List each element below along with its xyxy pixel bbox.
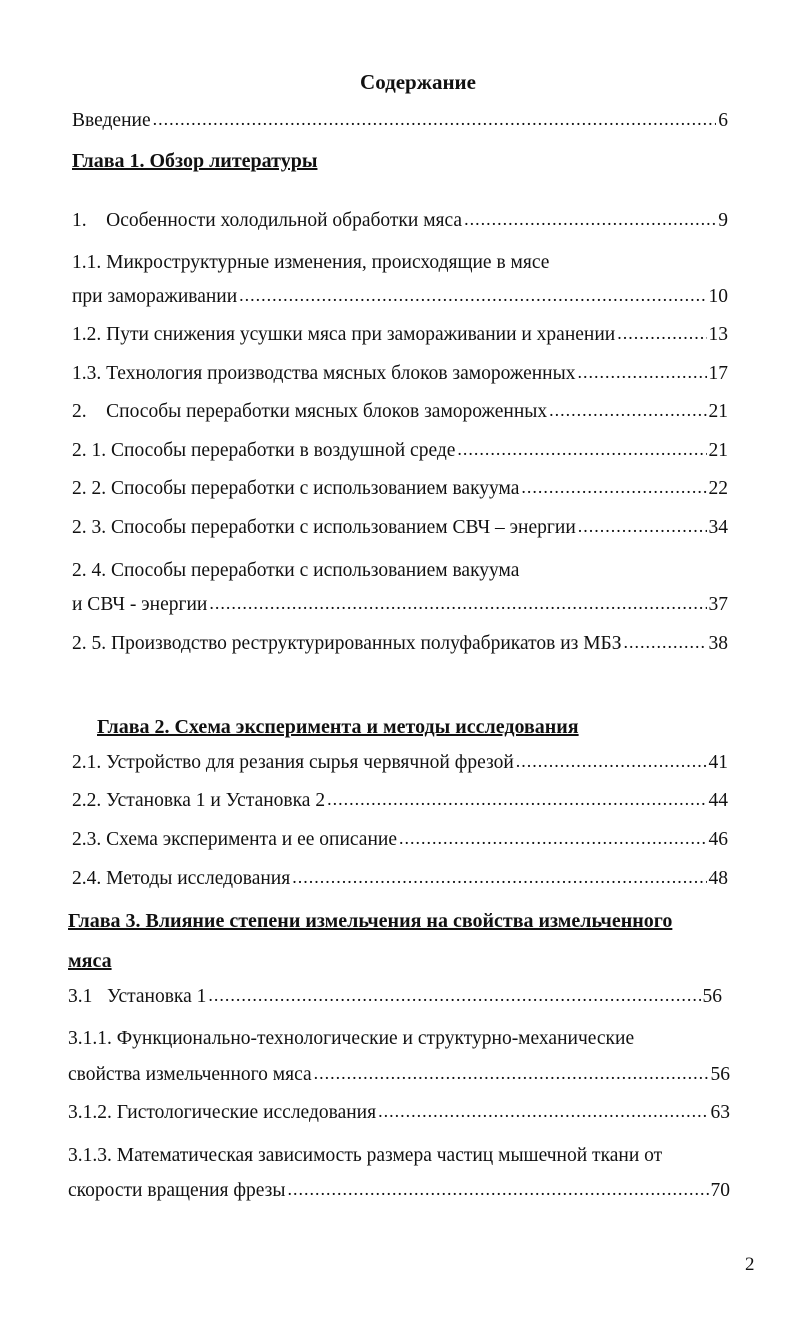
chapter-2-heading: Глава 2. Схема эксперимента и методы исследования bbox=[97, 716, 579, 738]
toc-entry-text: скорости вращения фрезы bbox=[68, 1180, 286, 1201]
leader-dots bbox=[327, 789, 706, 810]
toc-entry-text: свойства измельченного мяса bbox=[68, 1064, 312, 1085]
toc-entry-page: 70 bbox=[710, 1180, 730, 1201]
toc-entry bbox=[72, 401, 728, 431]
toc-entry bbox=[72, 752, 728, 782]
toc-entry-page: 56 bbox=[710, 1064, 730, 1085]
toc-entry bbox=[68, 1064, 730, 1094]
toc-entry bbox=[68, 1180, 730, 1210]
leader-dots bbox=[521, 477, 706, 498]
toc-entry-text: Введение bbox=[72, 110, 151, 131]
toc-entry bbox=[68, 1102, 730, 1132]
toc-entry-text: 2. 3. Способы переработки с использованием СВЧ – энергии bbox=[72, 517, 576, 538]
toc-entry bbox=[72, 324, 728, 354]
leader-dots bbox=[578, 516, 707, 537]
leader-dots bbox=[239, 285, 706, 306]
toc-entry-text: 2.1. Устройство для резания сырья червячной фрезой bbox=[72, 752, 514, 773]
toc-entry bbox=[72, 594, 728, 624]
toc-entry-page: 22 bbox=[708, 478, 728, 499]
toc-entry bbox=[68, 986, 722, 1016]
toc-entry: 1.1. Микроструктурные изменения, происходящие в мясе bbox=[72, 252, 550, 273]
toc-entry bbox=[72, 633, 728, 663]
toc-entry-text: 2.2. Установка 1 и Установка 2 bbox=[72, 790, 326, 811]
leader-dots bbox=[516, 751, 707, 772]
toc-entry-page: 34 bbox=[708, 517, 728, 538]
toc-entry-text: 1.2. Пути снижения усушки мяса при замораживании и хранении bbox=[72, 324, 616, 345]
toc-entry-page: 21 bbox=[708, 440, 728, 461]
leader-dots bbox=[457, 439, 706, 460]
toc-entry bbox=[72, 478, 728, 508]
toc-entry-text: при замораживании bbox=[72, 286, 238, 307]
toc-entry bbox=[72, 790, 728, 820]
toc-entry-page: 9 bbox=[718, 210, 728, 231]
toc-entry-page: 21 bbox=[708, 401, 728, 422]
leader-dots bbox=[464, 209, 716, 230]
toc-title: Содержание bbox=[360, 70, 476, 94]
toc-entry: 2. 4. Способы переработки с использованием вакуума bbox=[72, 560, 520, 581]
leader-dots bbox=[617, 323, 706, 344]
chapter-3-heading: Глава 3. Влияние степени измельчения на свойства измельченного bbox=[68, 910, 673, 932]
leader-dots bbox=[624, 632, 707, 653]
toc-entry-page: 63 bbox=[710, 1102, 730, 1123]
toc-entry bbox=[72, 363, 728, 393]
toc-entry-page: 38 bbox=[708, 633, 728, 654]
toc-entry-text: 2.3. Схема эксперимента и ее описание bbox=[72, 829, 397, 850]
toc-entry bbox=[72, 210, 728, 240]
toc-entry-page: 48 bbox=[708, 868, 728, 889]
leader-dots bbox=[292, 867, 706, 888]
toc-entry bbox=[72, 517, 728, 547]
leader-dots bbox=[577, 362, 706, 383]
toc-entry-intro bbox=[72, 110, 728, 140]
leader-dots bbox=[314, 1063, 709, 1084]
leader-dots bbox=[208, 985, 700, 1006]
toc-entry bbox=[72, 440, 728, 470]
toc-entry-text: 3.1 Установка 1 bbox=[68, 986, 207, 1007]
toc-entry-page: 17 bbox=[708, 363, 728, 384]
toc-entry-page: 46 bbox=[708, 829, 728, 850]
toc-entry-text: 2. 2. Способы переработки с использованием вакуума bbox=[72, 478, 520, 499]
toc-entry-page: 6 bbox=[718, 110, 728, 131]
toc-entry: 3.1.1. Функционально-технологические и структурно-механические bbox=[68, 1028, 635, 1049]
toc-entry-text: 3.1.2. Гистологические исследования bbox=[68, 1102, 377, 1123]
chapter-3-heading-cont: мяса bbox=[68, 950, 112, 972]
toc-entry-page: 41 bbox=[708, 752, 728, 773]
toc-entry-text: и СВЧ - энергии bbox=[72, 594, 208, 615]
toc-entry-page: 10 bbox=[708, 286, 728, 307]
leader-dots bbox=[399, 828, 707, 849]
toc-entry-text: 2. Способы переработки мясных блоков замороженных bbox=[72, 401, 548, 422]
page-number: 2 bbox=[745, 1254, 755, 1275]
leader-dots bbox=[378, 1101, 708, 1122]
toc-entry-text: 2.4. Методы исследования bbox=[72, 868, 291, 889]
toc-entry-text: 1. Особенности холодильной обработки мяса bbox=[72, 210, 463, 231]
toc-entry bbox=[72, 868, 728, 898]
leader-dots bbox=[209, 593, 706, 614]
toc-entry-text: 2. 1. Способы переработки в воздушной среде bbox=[72, 440, 456, 461]
toc-entry-page: 56 bbox=[702, 986, 722, 1007]
toc-entry bbox=[72, 286, 728, 316]
toc-entry-page: 37 bbox=[708, 594, 728, 615]
chapter-1-heading: Глава 1. Обзор литературы bbox=[72, 150, 318, 172]
toc-entry-text: 1.3. Технология производства мясных блоков замороженных bbox=[72, 363, 576, 384]
leader-dots bbox=[153, 109, 717, 130]
toc-entry-page: 44 bbox=[708, 790, 728, 811]
toc-entry: 3.1.3. Математическая зависимость размера частиц мышечной ткани от bbox=[68, 1145, 663, 1166]
leader-dots bbox=[549, 400, 706, 421]
leader-dots bbox=[287, 1179, 708, 1200]
toc-entry bbox=[72, 829, 728, 859]
toc-entry-page: 13 bbox=[708, 324, 728, 345]
toc-entry-text: 2. 5. Производство реструктурированных полуфабрикатов из МБЗ bbox=[72, 633, 622, 654]
